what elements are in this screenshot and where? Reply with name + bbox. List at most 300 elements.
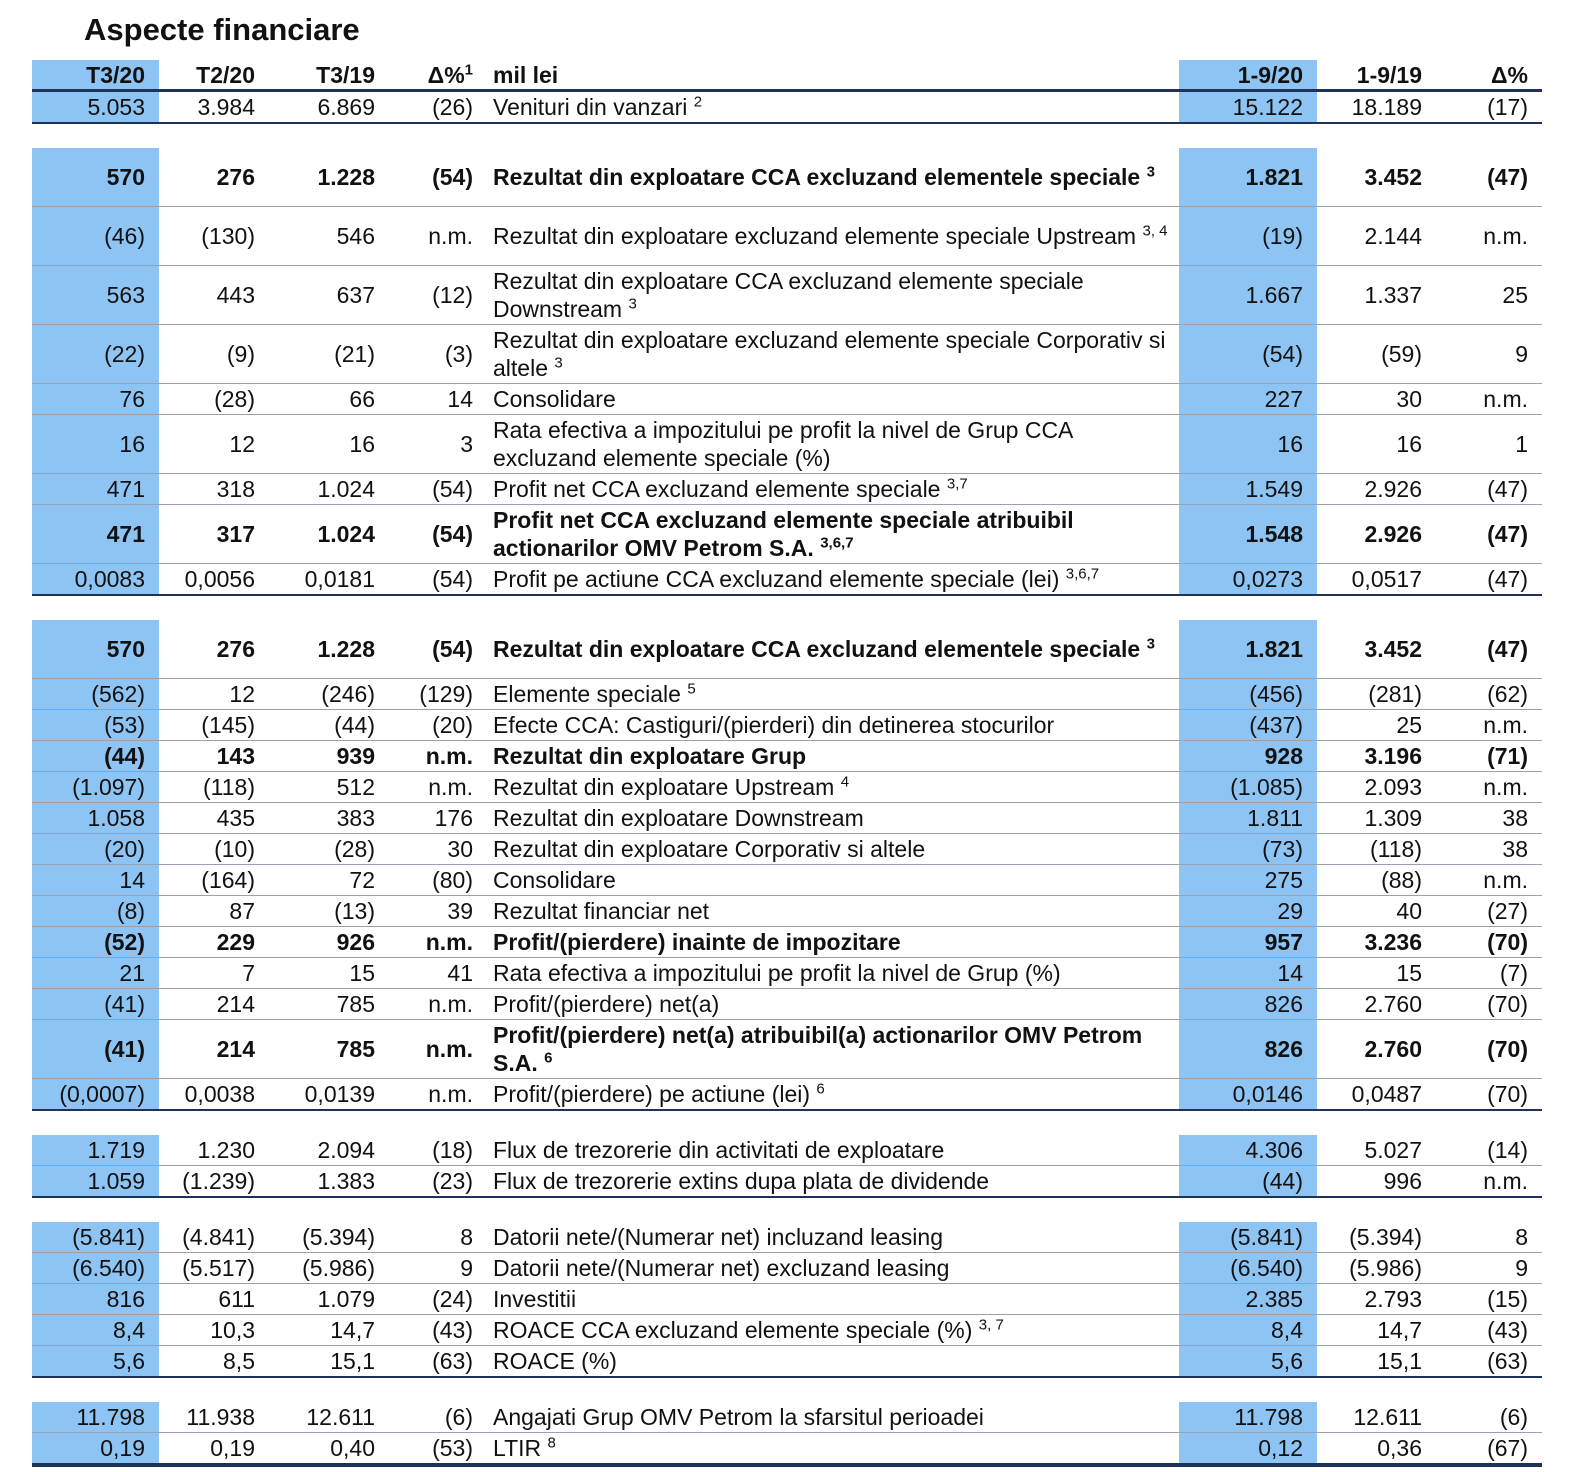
row-label-cell	[487, 564, 1179, 596]
value-9m-2020: (6.540)	[1179, 1253, 1317, 1284]
value-q2-2020: 0,0056	[159, 564, 269, 596]
value-q3-2020: 471	[32, 505, 159, 564]
section-gap-cell	[32, 1377, 1542, 1402]
header-delta-9m: Δ%	[1436, 60, 1542, 91]
row-label: Elemente speciale	[493, 681, 681, 707]
table-row	[32, 1284, 1542, 1315]
value-9m-2020: 5,6	[1179, 1346, 1317, 1378]
row-label-cell	[487, 1222, 1179, 1253]
value-q2-2020: (28)	[159, 384, 269, 415]
section-gap-cell	[32, 123, 1542, 148]
value-9m-2019: 14,7	[1317, 1315, 1436, 1346]
delta-quarter: (24)	[389, 1284, 487, 1315]
delta-quarter: (6)	[389, 1402, 487, 1433]
value-9m-2019: 16	[1317, 415, 1436, 474]
value-q3-2019: 1.228	[269, 620, 389, 679]
table-row	[32, 834, 1542, 865]
table-row	[32, 1315, 1542, 1346]
value-q3-2019: 1.024	[269, 474, 389, 505]
row-label: Flux de trezorerie extins dupa plata de dividende	[493, 1168, 990, 1194]
value-9m-2020: (1.085)	[1179, 772, 1317, 803]
row-label: Rezultat din exploatare CCA excluzand elemente speciale Downstream	[493, 268, 1084, 322]
row-label: Profit net CCA excluzand elemente speciale atribuibil actionarilor OMV Petrom S.A.	[493, 507, 1074, 561]
table-row	[32, 505, 1542, 564]
row-label: ROACE (%)	[493, 1348, 617, 1374]
value-q3-2020: (0,0007)	[32, 1079, 159, 1111]
delta-9m: 8	[1436, 1222, 1542, 1253]
delta-quarter: 8	[389, 1222, 487, 1253]
table-row	[32, 1253, 1542, 1284]
delta-quarter: 30	[389, 834, 487, 865]
delta-quarter: (54)	[389, 474, 487, 505]
footnote-ref: 3, 4	[1142, 222, 1168, 240]
value-q2-2020: 8,5	[159, 1346, 269, 1378]
value-9m-2020: 928	[1179, 741, 1317, 772]
row-label: Efecte CCA: Castiguri/(pierderi) din detinerea stocurilor	[493, 712, 1055, 738]
value-9m-2020: 4.306	[1179, 1135, 1317, 1166]
value-9m-2019: 2.926	[1317, 474, 1436, 505]
value-9m-2020: (5.841)	[1179, 1222, 1317, 1253]
value-q3-2020: 16	[32, 415, 159, 474]
row-label: Flux de trezorerie din activitati de exploatare	[493, 1137, 945, 1163]
value-q3-2019: (5.986)	[269, 1253, 389, 1284]
row-label: Datorii nete/(Numerar net) incluzand leasing	[493, 1224, 943, 1250]
table-row	[32, 865, 1542, 896]
value-9m-2019: 0,0487	[1317, 1079, 1436, 1111]
delta-quarter: n.m.	[389, 1020, 487, 1079]
delta-quarter: n.m.	[389, 989, 487, 1020]
header-9m-2020: 1-9/20	[1179, 60, 1317, 91]
delta-9m: (17)	[1436, 91, 1542, 124]
value-q2-2020: 12	[159, 679, 269, 710]
value-9m-2019: 3.196	[1317, 741, 1436, 772]
table-row	[32, 1346, 1542, 1378]
delta-quarter: (54)	[389, 620, 487, 679]
value-q3-2020: 816	[32, 1284, 159, 1315]
row-label: Rata efectiva a impozitului pe profit la nivel de Grup CCA excluzand elemente speciale (%)	[493, 417, 1073, 471]
value-q3-2019: 6.869	[269, 91, 389, 124]
row-label: Rata efectiva a impozitului pe profit la nivel de Grup (%)	[493, 960, 1061, 986]
value-q3-2019: 0,0139	[269, 1079, 389, 1111]
table-row	[32, 1433, 1542, 1466]
value-q3-2019: 16	[269, 415, 389, 474]
value-9m-2020: (73)	[1179, 834, 1317, 865]
value-q3-2019: 15,1	[269, 1346, 389, 1378]
delta-9m: n.m.	[1436, 772, 1542, 803]
value-9m-2020: 8,4	[1179, 1315, 1317, 1346]
row-label-cell	[487, 415, 1179, 474]
value-9m-2020: 16	[1179, 415, 1317, 474]
row-label: Profit/(pierdere) net(a) atribuibil(a) actionarilor OMV Petrom S.A.	[493, 1022, 1143, 1076]
row-label-cell	[487, 1166, 1179, 1198]
row-label-cell	[487, 1253, 1179, 1284]
value-9m-2019: (59)	[1317, 325, 1436, 384]
value-9m-2020: 11.798	[1179, 1402, 1317, 1433]
value-q3-2020: 0,19	[32, 1433, 159, 1466]
delta-9m: (7)	[1436, 958, 1542, 989]
delta-9m: (47)	[1436, 148, 1542, 207]
table-row	[32, 772, 1542, 803]
footnote-ref: 5	[687, 680, 696, 698]
row-label-cell	[487, 958, 1179, 989]
footnote-ref: 6	[816, 1080, 825, 1098]
value-q3-2019: (44)	[269, 710, 389, 741]
row-label-cell	[487, 266, 1179, 325]
value-q3-2019: (246)	[269, 679, 389, 710]
value-q3-2019: (13)	[269, 896, 389, 927]
value-q3-2019: 785	[269, 989, 389, 1020]
footnote-ref: 8	[547, 1434, 556, 1452]
value-q3-2020: (22)	[32, 325, 159, 384]
delta-quarter: (53)	[389, 1433, 487, 1466]
value-q2-2020: 10,3	[159, 1315, 269, 1346]
footnote-ref: 3,6,7	[1065, 565, 1100, 583]
row-label: Rezultat din exploatare Corporativ si altele	[493, 836, 926, 862]
table-row	[32, 958, 1542, 989]
value-q2-2020: (5.517)	[159, 1253, 269, 1284]
delta-quarter: (20)	[389, 710, 487, 741]
row-label-cell	[487, 896, 1179, 927]
value-9m-2019: 2.144	[1317, 207, 1436, 266]
table-row	[32, 1020, 1542, 1079]
value-q3-2019: (28)	[269, 834, 389, 865]
value-q2-2020: 0,19	[159, 1433, 269, 1466]
row-label-cell	[487, 1020, 1179, 1079]
table-row	[32, 741, 1542, 772]
row-label-cell	[487, 384, 1179, 415]
delta-9m: (43)	[1436, 1315, 1542, 1346]
header-footnote-ref: 1	[464, 60, 473, 78]
delta-quarter: n.m.	[389, 207, 487, 266]
value-9m-2019: 2.093	[1317, 772, 1436, 803]
delta-9m: 1	[1436, 415, 1542, 474]
delta-9m: 25	[1436, 266, 1542, 325]
row-label-cell	[487, 148, 1179, 207]
value-q3-2019: 939	[269, 741, 389, 772]
value-q2-2020: 143	[159, 741, 269, 772]
value-9m-2020: 1.821	[1179, 148, 1317, 207]
value-q3-2019: 12.611	[269, 1402, 389, 1433]
table-row	[32, 207, 1542, 266]
value-9m-2020: 826	[1179, 989, 1317, 1020]
row-label-cell	[487, 207, 1179, 266]
value-q3-2020: 1.719	[32, 1135, 159, 1166]
financial-table-body	[32, 60, 1542, 1465]
row-label-cell	[487, 1079, 1179, 1111]
table-row	[32, 564, 1542, 596]
value-q2-2020: 318	[159, 474, 269, 505]
value-9m-2019: 996	[1317, 1166, 1436, 1198]
delta-9m: n.m.	[1436, 207, 1542, 266]
value-q2-2020: 1.230	[159, 1135, 269, 1166]
delta-9m: 9	[1436, 325, 1542, 384]
section-gap	[32, 123, 1542, 148]
value-q2-2020: (118)	[159, 772, 269, 803]
row-label: Rezultat din exploatare Grup	[493, 743, 807, 769]
value-9m-2019: (118)	[1317, 834, 1436, 865]
delta-9m: 38	[1436, 803, 1542, 834]
delta-9m: (47)	[1436, 505, 1542, 564]
value-9m-2019: 12.611	[1317, 1402, 1436, 1433]
value-9m-2019: 0,0517	[1317, 564, 1436, 596]
delta-9m: 38	[1436, 834, 1542, 865]
value-q3-2020: (52)	[32, 927, 159, 958]
value-9m-2020: (44)	[1179, 1166, 1317, 1198]
value-9m-2020: 2.385	[1179, 1284, 1317, 1315]
value-q3-2020: 11.798	[32, 1402, 159, 1433]
value-q2-2020: 276	[159, 148, 269, 207]
row-label-cell	[487, 865, 1179, 896]
value-q2-2020: 7	[159, 958, 269, 989]
header-unit: mil lei	[487, 60, 1179, 91]
delta-quarter: (54)	[389, 564, 487, 596]
value-9m-2019: 30	[1317, 384, 1436, 415]
section-gap	[32, 1110, 1542, 1135]
delta-quarter: n.m.	[389, 772, 487, 803]
header-q3-2020: T3/20	[32, 60, 159, 91]
value-9m-2020: (54)	[1179, 325, 1317, 384]
value-9m-2019: (88)	[1317, 865, 1436, 896]
row-label: Rezultat din exploatare Upstream	[493, 774, 835, 800]
value-9m-2019: (281)	[1317, 679, 1436, 710]
table-row	[32, 1079, 1542, 1111]
value-9m-2020: 826	[1179, 1020, 1317, 1079]
section-gap-cell	[32, 1110, 1542, 1135]
value-q2-2020: (145)	[159, 710, 269, 741]
value-9m-2020: 29	[1179, 896, 1317, 927]
value-q3-2019: 383	[269, 803, 389, 834]
row-label-cell	[487, 772, 1179, 803]
section-gap-cell	[32, 1197, 1542, 1222]
delta-9m: (62)	[1436, 679, 1542, 710]
value-q3-2020: 14	[32, 865, 159, 896]
section-gap	[32, 595, 1542, 620]
table-row	[32, 620, 1542, 679]
delta-quarter: (54)	[389, 148, 487, 207]
delta-quarter: 41	[389, 958, 487, 989]
value-9m-2019: 15,1	[1317, 1346, 1436, 1378]
value-q3-2020: 570	[32, 148, 159, 207]
value-9m-2019: (5.986)	[1317, 1253, 1436, 1284]
row-label: Rezultat din exploatare CCA excluzand elementele speciale	[493, 164, 1141, 190]
delta-quarter: 3	[389, 415, 487, 474]
delta-9m: (63)	[1436, 1346, 1542, 1378]
value-q3-2019: 637	[269, 266, 389, 325]
row-label-cell	[487, 834, 1179, 865]
delta-quarter: (23)	[389, 1166, 487, 1198]
delta-quarter: 9	[389, 1253, 487, 1284]
delta-quarter: 39	[389, 896, 487, 927]
value-q2-2020: (9)	[159, 325, 269, 384]
value-q2-2020: (4.841)	[159, 1222, 269, 1253]
value-9m-2019: 0,36	[1317, 1433, 1436, 1466]
delta-quarter: (3)	[389, 325, 487, 384]
row-label: Datorii nete/(Numerar net) excluzand leasing	[493, 1255, 950, 1281]
value-9m-2020: (437)	[1179, 710, 1317, 741]
row-label-cell	[487, 741, 1179, 772]
value-q2-2020: 0,0038	[159, 1079, 269, 1111]
value-q3-2020: (6.540)	[32, 1253, 159, 1284]
value-9m-2019: 2.760	[1317, 1020, 1436, 1079]
delta-quarter: (129)	[389, 679, 487, 710]
row-label: Angajati Grup OMV Petrom la sfarsitul perioadei	[493, 1404, 984, 1430]
value-q2-2020: 443	[159, 266, 269, 325]
table-row	[32, 148, 1542, 207]
delta-quarter: (43)	[389, 1315, 487, 1346]
value-q3-2019: 0,0181	[269, 564, 389, 596]
value-9m-2019: 1.337	[1317, 266, 1436, 325]
value-q3-2019: 785	[269, 1020, 389, 1079]
row-label: Investitii	[493, 1286, 577, 1312]
value-9m-2020: (456)	[1179, 679, 1317, 710]
section-gap	[32, 1377, 1542, 1402]
row-label: Rezultat financiar net	[493, 898, 710, 924]
delta-9m: (14)	[1436, 1135, 1542, 1166]
table-row	[32, 1222, 1542, 1253]
table-row	[32, 710, 1542, 741]
delta-quarter: (54)	[389, 505, 487, 564]
value-9m-2019: 5.027	[1317, 1135, 1436, 1166]
value-q3-2019: 546	[269, 207, 389, 266]
value-9m-2020: 14	[1179, 958, 1317, 989]
delta-9m: (71)	[1436, 741, 1542, 772]
value-9m-2020: 275	[1179, 865, 1317, 896]
footnote-ref: 3,7	[946, 475, 968, 493]
value-q3-2019: 72	[269, 865, 389, 896]
table-row	[32, 266, 1542, 325]
value-9m-2019: 3.452	[1317, 148, 1436, 207]
value-q3-2019: 1.024	[269, 505, 389, 564]
table-row	[32, 1402, 1542, 1433]
delta-9m: (15)	[1436, 1284, 1542, 1315]
delta-9m: (70)	[1436, 927, 1542, 958]
header-delta-quarter	[389, 60, 487, 91]
row-label-cell	[487, 1346, 1179, 1378]
value-q3-2020: 471	[32, 474, 159, 505]
value-q3-2019: 14,7	[269, 1315, 389, 1346]
value-9m-2020: 1.811	[1179, 803, 1317, 834]
value-9m-2019: (5.394)	[1317, 1222, 1436, 1253]
row-label-cell	[487, 989, 1179, 1020]
delta-quarter: (18)	[389, 1135, 487, 1166]
delta-9m: (47)	[1436, 564, 1542, 596]
delta-9m: (27)	[1436, 896, 1542, 927]
table-row	[32, 474, 1542, 505]
table-row	[32, 1166, 1542, 1198]
row-label-cell	[487, 620, 1179, 679]
value-q3-2019: 512	[269, 772, 389, 803]
delta-9m: n.m.	[1436, 384, 1542, 415]
table-row	[32, 1135, 1542, 1166]
delta-quarter: 176	[389, 803, 487, 834]
value-q3-2020: 5.053	[32, 91, 159, 124]
footnote-ref: 3, 7	[978, 1316, 1004, 1334]
header-q3-2019: T3/19	[269, 60, 389, 91]
value-q3-2020: (20)	[32, 834, 159, 865]
delta-9m: n.m.	[1436, 865, 1542, 896]
row-label: Rezultat din exploatare CCA excluzand elementele speciale	[493, 636, 1141, 662]
delta-quarter: n.m.	[389, 1079, 487, 1111]
row-label: Consolidare	[493, 867, 616, 893]
delta-quarter: (80)	[389, 865, 487, 896]
value-q3-2020: (5.841)	[32, 1222, 159, 1253]
row-label-cell	[487, 710, 1179, 741]
value-9m-2020: 1.667	[1179, 266, 1317, 325]
delta-9m: 9	[1436, 1253, 1542, 1284]
value-q3-2019: 66	[269, 384, 389, 415]
value-q2-2020: 229	[159, 927, 269, 958]
header-q2-2020: T2/20	[159, 60, 269, 91]
footnote-ref: 3,6,7	[820, 534, 854, 552]
row-label: ROACE CCA excluzand elemente speciale (%)	[493, 1317, 973, 1343]
footnote-ref: 4	[840, 773, 850, 791]
value-9m-2019: 25	[1317, 710, 1436, 741]
value-q3-2020: 0,0083	[32, 564, 159, 596]
footnote-ref: 3	[1146, 635, 1155, 653]
value-q2-2020: (164)	[159, 865, 269, 896]
row-label: Venituri din vanzari	[493, 94, 688, 120]
footnote-ref: 3	[628, 295, 637, 313]
value-9m-2019: 1.309	[1317, 803, 1436, 834]
value-q3-2020: 8,4	[32, 1315, 159, 1346]
row-label: Consolidare	[493, 386, 616, 412]
value-q2-2020: 214	[159, 989, 269, 1020]
value-9m-2020: 0,12	[1179, 1433, 1317, 1466]
row-label-cell	[487, 325, 1179, 384]
delta-9m: (6)	[1436, 1402, 1542, 1433]
row-label-cell	[487, 1135, 1179, 1166]
value-9m-2020: 1.549	[1179, 474, 1317, 505]
value-9m-2020: 957	[1179, 927, 1317, 958]
table-row	[32, 384, 1542, 415]
row-label-cell	[487, 91, 1179, 124]
value-9m-2019: 2.760	[1317, 989, 1436, 1020]
delta-9m: n.m.	[1436, 1166, 1542, 1198]
value-9m-2019: 3.452	[1317, 620, 1436, 679]
value-q2-2020: 12	[159, 415, 269, 474]
row-label: Rezultat din exploatare excluzand elemente speciale Upstream	[493, 223, 1137, 249]
delta-9m: (47)	[1436, 474, 1542, 505]
delta-quarter: n.m.	[389, 741, 487, 772]
value-9m-2020: 0,0273	[1179, 564, 1317, 596]
value-q2-2020: 611	[159, 1284, 269, 1315]
value-q2-2020: 3.984	[159, 91, 269, 124]
value-q2-2020: 435	[159, 803, 269, 834]
value-q3-2020: 1.059	[32, 1166, 159, 1198]
row-label: Rezultat din exploatare excluzand elemente speciale Corporativ si altele	[493, 327, 1166, 381]
delta-9m: (70)	[1436, 1079, 1542, 1111]
value-9m-2019: 40	[1317, 896, 1436, 927]
delta-quarter: n.m.	[389, 927, 487, 958]
table-row	[32, 679, 1542, 710]
value-q3-2019: (5.394)	[269, 1222, 389, 1253]
value-q3-2019: 1.383	[269, 1166, 389, 1198]
delta-9m: (47)	[1436, 620, 1542, 679]
delta-quarter: 14	[389, 384, 487, 415]
value-9m-2019: 18.189	[1317, 91, 1436, 124]
value-q3-2020: (8)	[32, 896, 159, 927]
value-q3-2020: 5,6	[32, 1346, 159, 1378]
row-label-cell	[487, 474, 1179, 505]
section-gap-cell	[32, 595, 1542, 620]
value-q3-2020: 21	[32, 958, 159, 989]
delta-quarter: (26)	[389, 91, 487, 124]
table-row	[32, 325, 1542, 384]
delta-9m: (70)	[1436, 989, 1542, 1020]
value-q2-2020: (130)	[159, 207, 269, 266]
value-q2-2020: 214	[159, 1020, 269, 1079]
value-q3-2019: 0,40	[269, 1433, 389, 1466]
